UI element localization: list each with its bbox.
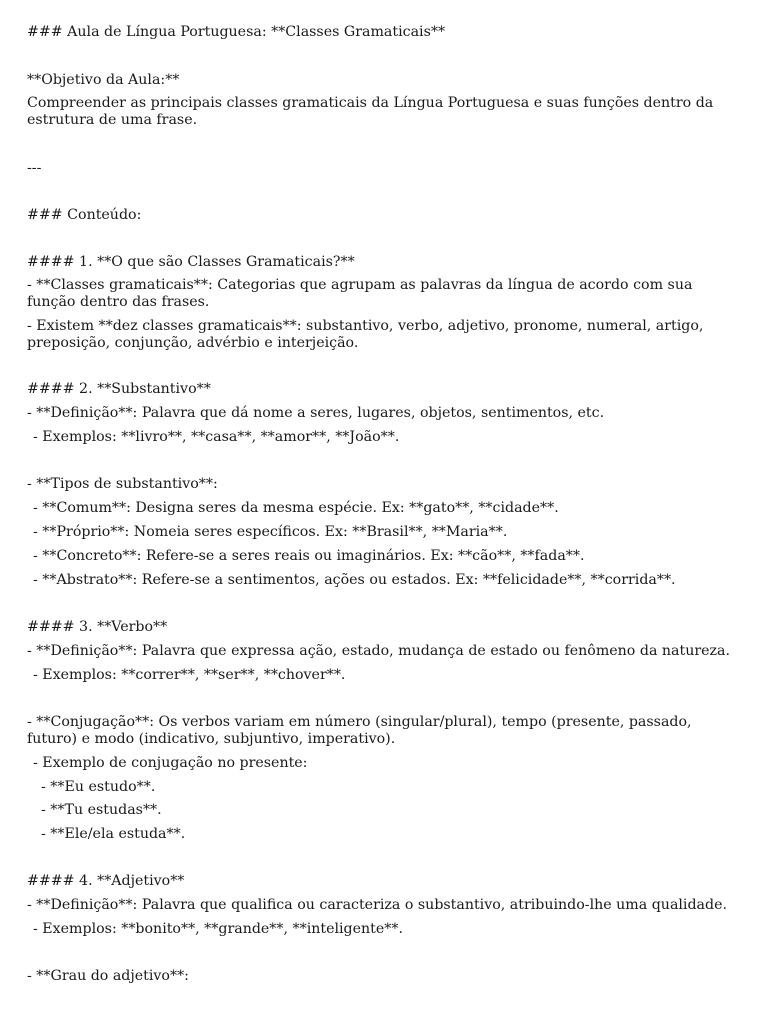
section-3-conjugation: - **Conjugação**: Os verbos variam em número (singular/plural), tempo (presente, passado, futuro) e modo (indicativo, subjuntivo, imperativo).: [27, 714, 697, 747]
section-3-heading: #### 3. **Verbo**: [27, 619, 168, 635]
section-4-degree-heading: - **Grau do adjetivo**:: [27, 968, 189, 984]
list-item: - **Comum**: Designa seres da mesma espécie. Ex: **gato**, **cidade**.: [33, 500, 559, 516]
section-3-definition: - **Definição**: Palavra que expressa ação, estado, mudança de estado ou fenômeno da natureza.: [27, 643, 730, 659]
section-4-definition: - **Definição**: Palavra que qualifica ou caracteriza o substantivo, atribuindo-lhe uma qualidade.: [27, 897, 728, 913]
section-2-examples: - Exemplos: **livro**, **casa**, **amor**, **João**.: [33, 429, 400, 445]
section-1-paragraph: - Existem **dez classes gramaticais**: substantivo, verbo, adjetivo, pronome, numeral, artigo, preposição, conjunção, advérbio e interjeição.: [27, 318, 708, 351]
list-item: - **Ele/ela estuda**.: [41, 826, 186, 842]
lesson-title: ### Aula de Língua Portuguesa: **Classes Gramaticais**: [27, 24, 446, 40]
section-1-heading: #### 1. **O que são Classes Gramaticais?**: [27, 254, 355, 270]
content-heading: ### Conteúdo:: [27, 207, 142, 223]
section-4-examples: - Exemplos: **bonito**, **grande**, **inteligente**.: [33, 921, 403, 937]
list-item: - **Concreto**: Refere-se a seres reais ou imaginários. Ex: **cão**, **fada**.: [33, 548, 585, 564]
section-2-heading: #### 2. **Substantivo**: [27, 381, 211, 397]
section-3-conjugation-example: - Exemplo de conjugação no presente:: [33, 755, 308, 771]
horizontal-rule-text: ---: [27, 160, 42, 176]
objective-text: Compreender as principais classes gramaticais da Língua Portuguesa e suas funções dentro da estrutura de uma frase.: [27, 95, 718, 128]
objective-heading: **Objetivo da Aula:**: [27, 72, 180, 88]
section-2-types-heading: - **Tipos de substantivo**:: [27, 476, 218, 492]
list-item: - **Tu estudas**.: [41, 802, 162, 818]
list-item: - **Eu estudo**.: [41, 779, 156, 795]
section-2-definition: - **Definição**: Palavra que dá nome a seres, lugares, objetos, sentimentos, etc.: [27, 405, 605, 421]
section-3-examples: - Exemplos: **correr**, **ser**, **chover**.: [33, 667, 346, 683]
list-item: - **Abstrato**: Refere-se a sentimentos, ações ou estados. Ex: **felicidade**, **corrida**.: [33, 572, 676, 588]
list-item: - **Próprio**: Nomeia seres específicos. Ex: **Brasil**, **Maria**.: [33, 524, 508, 540]
section-1-paragraph: - **Classes gramaticais**: Categorias que agrupam as palavras da língua de acordo com sua função dentro das frases.: [27, 277, 697, 310]
section-4-heading: #### 4. **Adjetivo**: [27, 873, 185, 889]
